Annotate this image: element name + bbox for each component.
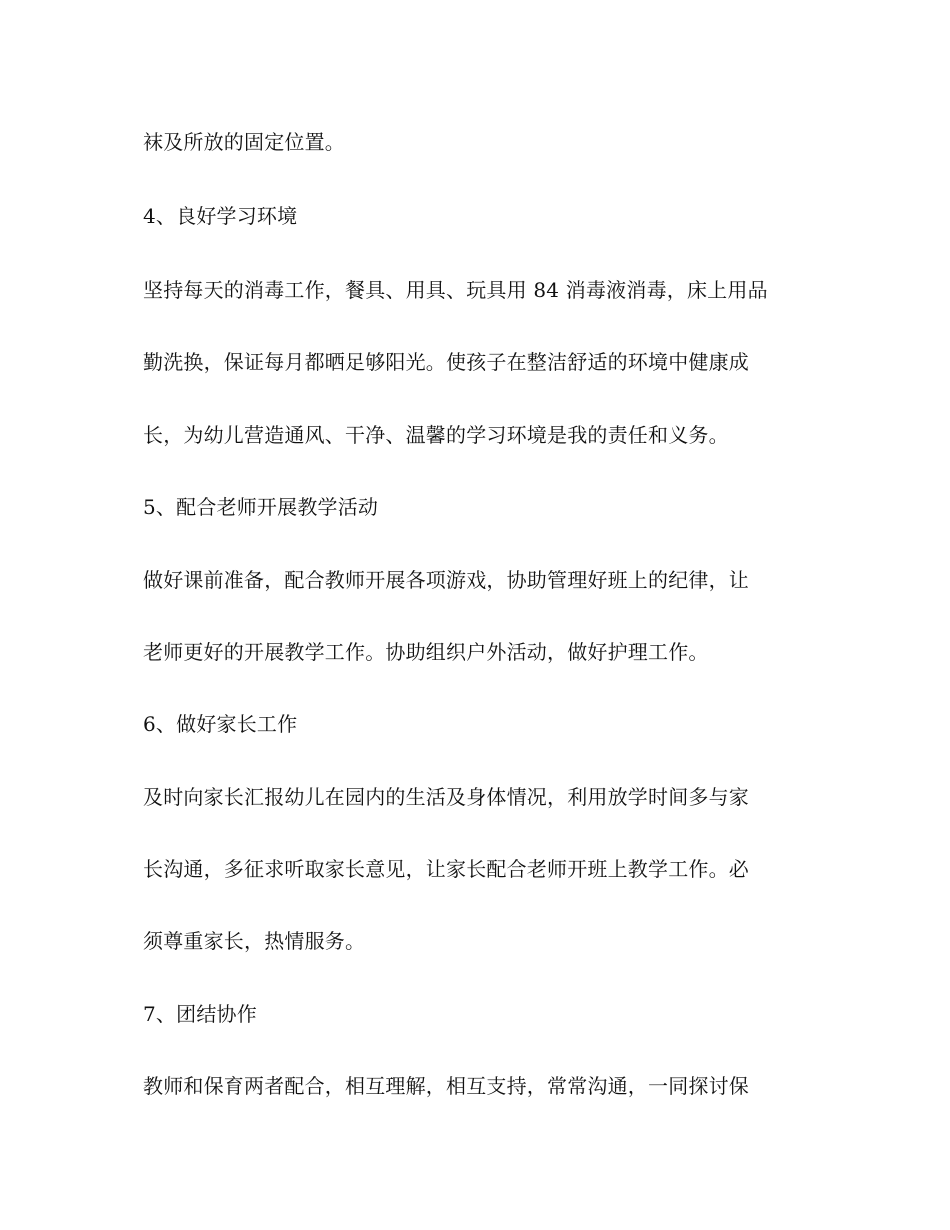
paragraph-6-line-3: 须尊重家长，热情服务。 (143, 929, 366, 953)
paragraph-6-line-1: 及时向家长汇报幼儿在园内的生活及身体情况，利用放学时间多与家 (143, 785, 749, 809)
section-heading-4: 4、良好学习环境 (143, 204, 298, 228)
section-heading-5: 5、配合老师开展教学活动 (143, 495, 379, 519)
text-line-continuation: 袜及所放的固定位置。 (143, 130, 345, 154)
section-heading-6: 6、做好家长工作 (143, 712, 298, 736)
paragraph-5-line-2: 老师更好的开展教学工作。协助组织户外活动，做好护理工作。 (143, 640, 709, 664)
paragraph-5-line-1: 做好课前准备，配合教师开展各项游戏，协助管理好班上的纪律，让 (143, 568, 749, 592)
paragraph-4-line-2: 勤洗换，保证每月都晒足够阳光。使孩子在整洁舒适的环境中健康成 (143, 350, 749, 374)
paragraph-4-line-3: 长，为幼儿营造通风、干净、温馨的学习环境是我的责任和义务。 (143, 423, 729, 447)
paragraph-4-line-1: 坚持每天的消毒工作，餐具、用具、玩具用 84 消毒液消毒，床上用品 (143, 278, 768, 302)
section-heading-7: 7、团结协作 (143, 1002, 257, 1026)
paragraph-6-line-2: 长沟通，多征求听取家长意见，让家长配合老师开班上教学工作。必 (143, 857, 749, 881)
paragraph-7-line-1: 教师和保育两者配合，相互理解，相互支持，常常沟通，一同探讨保 (143, 1074, 749, 1098)
